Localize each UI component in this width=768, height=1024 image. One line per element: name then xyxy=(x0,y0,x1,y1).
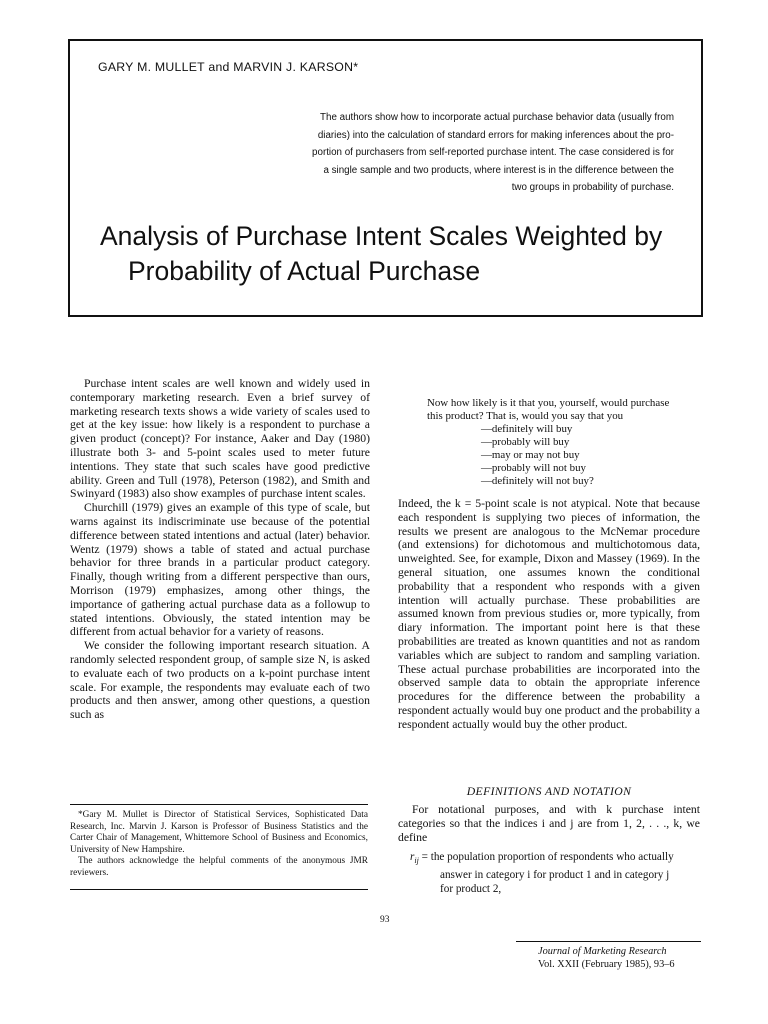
authors: GARY M. MULLET and MARVIN J. KARSON* xyxy=(98,60,359,74)
paragraph: We consider the following important research situation. A randomly selected respondent group, of sample size N, is asked to evaluate each of two products on a k-point purchase intent scale. For example, the respondents may evaluate each of two products and then answer, among other questions, a question such as xyxy=(70,639,370,722)
abstract-line: The authors show how to incorporate actual purchase behavior data (usually from xyxy=(320,112,674,123)
title-line-2: Probability of Actual Purchase xyxy=(128,256,481,286)
paragraph: Purchase intent scales are well known and widely used in contemporary marketing research. Even a brief survey of marketing research texts shows a wide variety of scales used to get at the key issue: how likely is a respondent to purchase a given product (concept)? For instance, Aaker and Day (1980) illustrate both 3- and 5-point scales used to meter future intentions. They state that such scales have good predictive ability. Green and Tull (1978), Peterson (1982), and Smith and Swinyard (1983) also show examples of purchase intent scales. xyxy=(70,377,370,501)
answer-option: —probably will not buy xyxy=(481,462,586,474)
paragraph: For notational purposes, and with k purchase intent categories so that the indices i and j are from 1, 2, . . ., k, we define xyxy=(398,803,700,844)
footnote-rule xyxy=(70,804,368,805)
abstract-line: a single sample and two products, where interest is in the difference between the xyxy=(323,164,674,176)
footnote xyxy=(70,810,368,879)
abstract xyxy=(256,109,674,197)
definition-text: = the population proportion of respondents who actually xyxy=(418,851,674,863)
abstract-line: portion of purchasers from self-reported purchase intent. The case considered is for xyxy=(312,147,674,158)
journal-name: Journal of Marketing Research xyxy=(538,946,667,957)
abstract-line: two groups in probability of purchase. xyxy=(511,182,674,193)
survey-question xyxy=(427,397,702,488)
left-column xyxy=(70,377,370,722)
abstract-line: diaries) into the calculation of standard errors for making inferences about the pro- xyxy=(317,129,674,141)
article-title xyxy=(100,219,662,289)
footnote-bottom-rule xyxy=(70,889,368,890)
title-line-1: Analysis of Purchase Intent Scales Weighted by xyxy=(100,221,663,251)
header-box xyxy=(68,39,703,317)
journal-rule xyxy=(516,941,701,942)
answer-option: —definitely will not buy? xyxy=(481,475,594,487)
answer-option: —may or may not buy xyxy=(481,449,580,461)
definition-line: answer in category i for product 1 and in category j xyxy=(440,869,670,882)
definition-subscript: ij xyxy=(414,856,419,866)
notation-paragraph xyxy=(398,803,700,845)
journal-citation xyxy=(538,946,675,971)
question-line: this product? That is, would you say that you xyxy=(427,410,624,422)
paragraph: Churchill (1979) gives an example of this type of scale, but warns against its indiscriminate use because of the potential difference between stated intentions and actual (later) behavior. Wentz (1979) shows a table of stated and actual purchase behavior for three brands in a particular product category. Finally, though writing from a different perspective than ours, Morrison (1979) emphasizes, among other things, the importance of gathering actual purchase data as a followup to stated intentions. Obviously, the stated intention may be different from actual behavior for a variety of reasons. xyxy=(70,501,370,639)
definition-symbol: r xyxy=(410,851,415,863)
section-heading: DEFINITIONS AND NOTATION xyxy=(466,785,632,798)
answer-option: —definitely will buy xyxy=(481,423,573,435)
definition-line: for product 2, xyxy=(440,883,502,896)
paragraph: Indeed, the k = 5-point scale is not atypical. Note that because each respondent is supplying two pieces of information, the results we present are analogous to the McNemar procedure (and extensions) for dichotomous and multichotomous data, unweighted. See, for example, Dixon and Massey (1969). In the general situation, one assumes known the conditional probability that a respondent who responds with a given intention will actually purchase. These probabilities are assumed known from previous studies or, more typically, from diary information. The important point here is that these probabilities are treated as known quantities and not as random variables which are subject to random and sampling variation. These actual purchase probabilities are incorporated into the observed sample data to obtain the appropriate inference procedures for the difference between the probability a respondent actually would buy one product and the probability a respondent actually would buy the other product. xyxy=(398,497,700,731)
answer-option: —probably will buy xyxy=(481,436,570,448)
definition xyxy=(410,850,700,896)
footnote-paragraph: *Gary M. Mullet is Director of Statistical Services, Sophisticated Data Research, Inc. Marvin J. Karson is Professor of Business Statistics and the Carter Chair of Management, Whittemore School of Business and Economics, University of New Hampshire. xyxy=(70,810,368,855)
page-number: 93 xyxy=(380,915,390,925)
footnote-paragraph: The authors acknowledge the helpful comments of the anonymous JMR reviewers. xyxy=(70,856,368,878)
definition-line xyxy=(410,850,700,868)
question-line: Now how likely is it that you, yourself, would purchase xyxy=(427,397,670,409)
journal-volume: Vol. XXII (February 1985), 93–6 xyxy=(538,958,675,970)
right-column xyxy=(398,497,700,732)
